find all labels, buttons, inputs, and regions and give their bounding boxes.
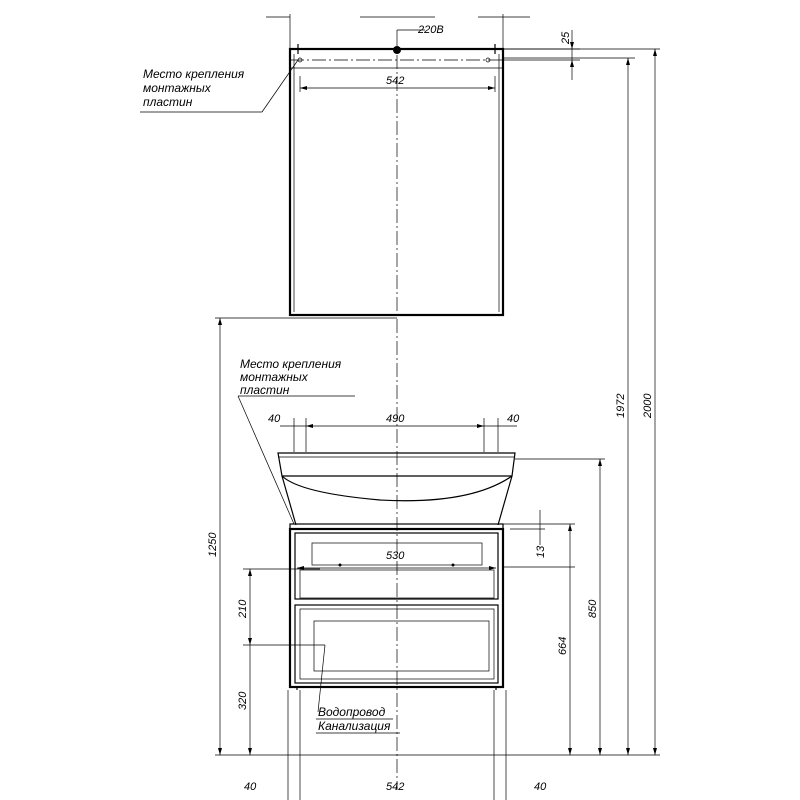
dim-bottom-mid-label: 542 — [386, 781, 405, 793]
dim-right-margin-label: 40 — [507, 413, 520, 425]
mount-note-bottom-line3: пластин — [240, 383, 290, 397]
dim-bottom-left-label: 40 — [244, 781, 257, 793]
mount-note-top-line1: Место крепления — [143, 67, 245, 81]
dim-top-offset-label: 25 — [560, 31, 572, 44]
dim-drawer-width — [297, 566, 496, 570]
mirror-frame — [290, 49, 503, 315]
water-supply-label: Водопровод — [318, 705, 386, 719]
power-label: 220В — [418, 24, 444, 36]
mount-note-top-line2: монтажных — [143, 81, 211, 95]
dim-850-label: 850 — [587, 599, 599, 618]
dim-basin-inner-label: 490 — [386, 413, 405, 425]
dim-320-label: 320 — [237, 691, 249, 710]
dim-210-label: 210 — [237, 599, 249, 618]
mount-note-bottom-line1: Место крепления — [240, 357, 342, 371]
vanity — [278, 453, 515, 690]
sewer-label: Канализация — [318, 719, 391, 733]
mount-note-bottom-line2: монтажных — [240, 370, 308, 384]
top-dimension-stubs — [266, 14, 530, 49]
dim-bottom-right-label: 40 — [534, 781, 547, 793]
dim-left-margin-label: 40 — [268, 413, 281, 425]
dim-mirror-inner-label: 542 — [386, 75, 405, 87]
dim-664-label: 664 — [557, 636, 569, 655]
dim-gap-label: 13 — [535, 545, 547, 558]
mount-note-bottom — [238, 396, 355, 524]
dim-drawer-width-label: 530 — [386, 550, 405, 562]
mount-note-top-line3: пластин — [143, 95, 193, 109]
dim-1972-label: 1972 — [615, 393, 627, 418]
basin-top — [278, 453, 515, 476]
dim-2000-label: 2000 — [642, 393, 654, 418]
dim-1250-label: 1250 — [207, 532, 219, 557]
power-outlet-icon — [393, 46, 401, 54]
